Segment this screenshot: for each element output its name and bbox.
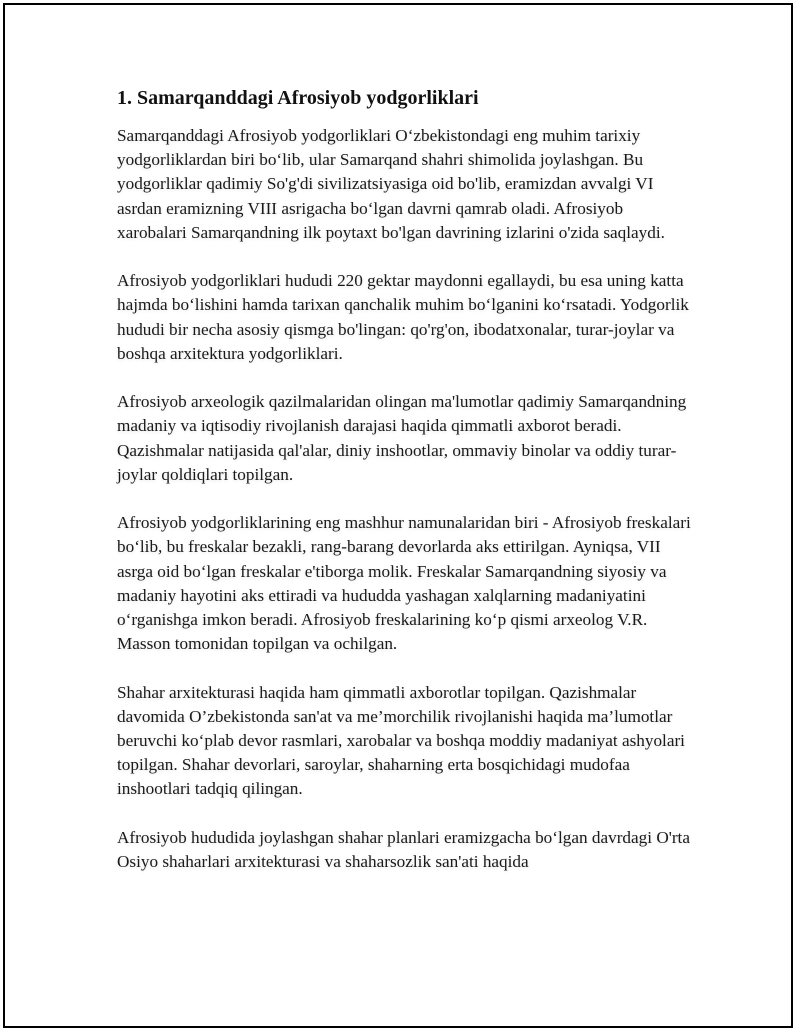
document-title: 1. Samarqanddagi Afrosiyob yodgorliklari xyxy=(117,87,479,109)
paragraph-5: Shahar arxitekturasi haqida ham qimmatli axborotlar topilgan. Qazishmalar davomida O’zbekistonda san'at va me’morchilik rivojlanishi haqida ma’lumotlar beruvchi ko‘plab devor rasmlari, xarobalar va boshqa moddiy madaniyat ashyolari topilgan. Shahar devorlari, saroylar, shaharning erta bosqichidagi mudofaa inshootlari tadqiq qilingan. xyxy=(117,682,685,799)
document-body xyxy=(117,86,693,898)
paragraph-3: Afrosiyob arxeologik qazilmalaridan olingan ma'lumotlar qadimiy Samarqandning madaniy va iqtisodiy rivojlanish darajasi haqida qimmatli axborot beradi. Qazishmalar natijasida qal'alar, diniy inshootlar, ommaviy binolar va oddiy turar-joylar qoldiqlari topilgan. xyxy=(117,392,687,484)
paragraph-4: Afrosiyob yodgorliklarining eng mashhur namunalaridan biri - Afrosiyob freskalari bo‘lib, bu freskalar bezakli, rang-barang devorlarda aks ettirilgan. Ayniqsa, VII asrga oid bo‘lgan freskalar e'tiborga molik. Freskalar Samarqandning siyosiy va madaniy hayotini aks ettiradi va hududda yashagan xalqlarning madaniyatini o‘rganishga imkon beradi. Afrosiyob freskalarining ko‘p qismi arxeolog V.R. Masson tomonidan topilgan va ochilgan. xyxy=(117,513,691,654)
paragraph-6: Afrosiyob hududida joylashgan shahar planlari eramizgacha bo‘lgan davrdagi O'rta Osiyo shaharlari arxitekturasi va shaharsozlik san'ati haqida xyxy=(117,827,690,872)
paragraph-1: Samarqanddagi Afrosiyob yodgorliklari O‘zbekistondagi eng muhim tarixiy yodgorliklardan biri bo‘lib, ular Samarqand shahri shimolida joylashgan. Bu yodgorliklar qadimiy So'g'di sivilizatsiyasiga oid bo'lib, eramizdan avvalgi VI asrdan eramizning VIII asrigacha bo‘lgan davrni qamrab oladi. Afrosiyob xarobalari Samarqandning ilk poytaxt bo'lgan davrining izlarini o'zida saqlaydi. xyxy=(117,126,665,242)
paragraph-2: Afrosiyob yodgorliklari hududi 220 gektar maydonni egallaydi, bu esa uning katta hajmda bo‘lishini hamda tarixan qanchalik muhim bo‘lganini ko‘rsatadi. Yodgorlik hududi bir necha asosiy qismga bo'lingan: qo'rg'on, ibodatxonalar, turar-joylar va boshqa arxitektura yodgorliklari. xyxy=(117,271,689,363)
